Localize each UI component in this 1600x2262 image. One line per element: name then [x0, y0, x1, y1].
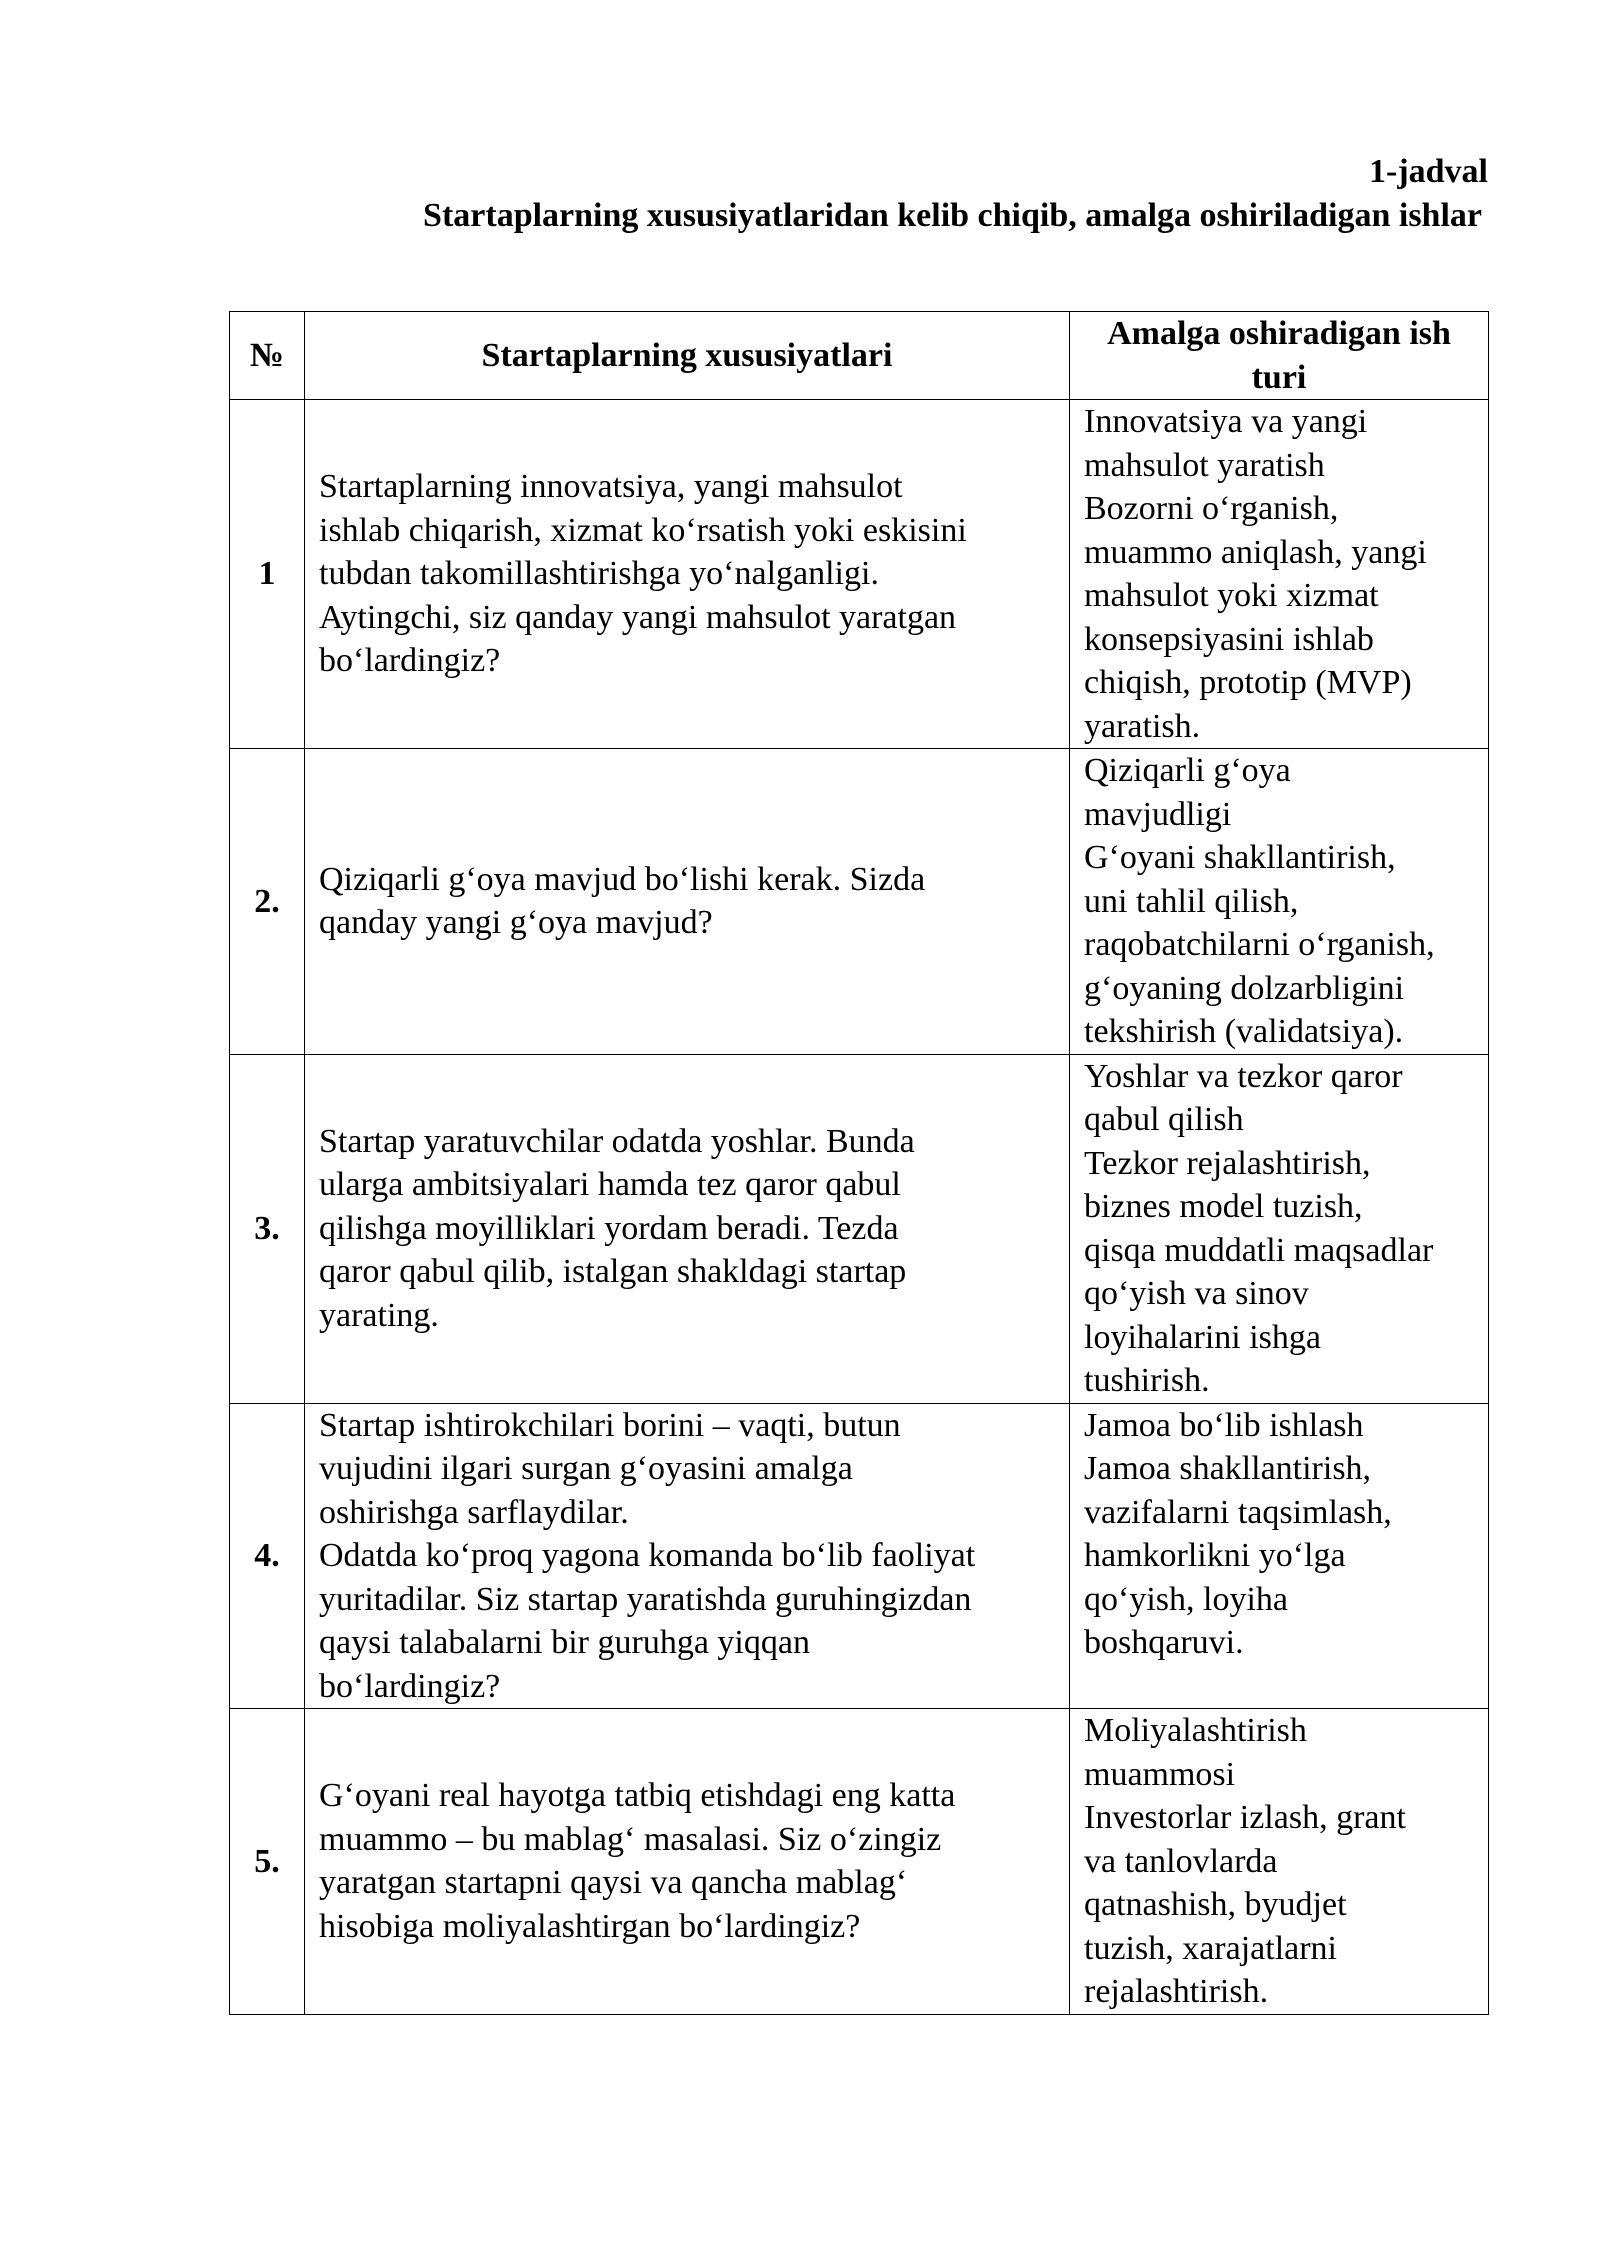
features-line: tubdan takomillashtirishga yoʻnalganligi.	[319, 555, 879, 593]
work-line: muammo aniqlash, yangi	[1084, 533, 1427, 571]
work-line: konsepsiyasini ishlab	[1084, 620, 1374, 658]
work-line: Bozorni oʻrganish,	[1084, 490, 1339, 527]
features-line: boʻlardingiz?	[319, 1667, 501, 1705]
features-line: qaysi talabalarni bir guruhga yiqqan	[319, 1624, 810, 1661]
work-line: gʻoyaning dolzarbligini	[1084, 969, 1405, 1007]
work-line: chiqish, prototip (MVP)	[1084, 664, 1412, 701]
row-number: 1	[230, 400, 305, 749]
work-line: uni tahlil qilish,	[1084, 882, 1299, 920]
work-line: tekshirish (validatsiya).	[1084, 1013, 1404, 1050]
work-line: Qiziqarli gʻoya	[1084, 752, 1291, 789]
features-line: Startaplarning innovatsiya, yangi mahsulot	[319, 468, 903, 506]
work-line: vazifalarni taqsimlash,	[1084, 1493, 1392, 1531]
work-line: qisqa muddatli maqsadlar	[1084, 1231, 1434, 1269]
features-line: qilishga moyilliklari yordam beradi. Tezda	[319, 1209, 899, 1247]
startup-features-table	[229, 311, 1489, 2015]
row-number: 3.	[230, 1054, 305, 1403]
features-line: Startap ishtirokchilari borini – vaqti, butun	[319, 1406, 901, 1444]
work-line: mahsulot yoki xizmat	[1084, 577, 1379, 614]
work-line: raqobatchilarni oʻrganish,	[1084, 926, 1435, 963]
work-line: tushirish.	[1084, 1362, 1210, 1399]
work-line: Moliyalashtirish	[1084, 1712, 1307, 1749]
features-line: ishlab chiqarish, xizmat koʻrsatish yoki eskisini	[319, 511, 967, 549]
features-line: Odatda koʻproq yagona komanda boʻlib faoliyat	[319, 1537, 976, 1574]
features-line: Qiziqarli gʻoya mavjud boʻlishi kerak. Sizda	[319, 860, 926, 898]
row-features	[305, 1709, 1070, 2015]
work-line: qoʻyish, loyiha	[1084, 1580, 1288, 1618]
work-line: rejalashtirish.	[1084, 1973, 1269, 2010]
row-number: 2.	[230, 749, 305, 1055]
work-line: Jamoa boʻlib ishlash	[1084, 1406, 1364, 1444]
features-line: yuritadilar. Siz startap yaratishda guruhingizdan	[319, 1580, 972, 1618]
row-work	[1070, 1054, 1489, 1403]
work-line: qatnashish, byudjet	[1084, 1886, 1347, 1923]
work-line: Yoshlar va tezkor qaror	[1084, 1057, 1403, 1095]
work-line: qoʻyish va sinov	[1084, 1275, 1309, 1312]
row-features	[305, 749, 1070, 1055]
table-row	[230, 1709, 1489, 2015]
work-line: Investorlar izlash, grant	[1084, 1799, 1406, 1836]
row-work	[1070, 749, 1489, 1055]
row-features	[305, 400, 1070, 749]
work-line: Jamoa shakllantirish,	[1084, 1450, 1372, 1487]
features-line: muammo – bu mablagʻ masalasi. Siz oʻzingiz	[319, 1820, 942, 1858]
table-row	[230, 400, 1489, 749]
work-line: qabul qilish	[1084, 1101, 1244, 1138]
header-work-line: Amalga oshiradigan ish	[1107, 315, 1451, 352]
header-features: Startaplarning xususiyatlari	[305, 312, 1070, 400]
row-features	[305, 1403, 1070, 1709]
work-line: va tanlovlarda	[1084, 1842, 1278, 1880]
work-line: muammosi	[1084, 1755, 1236, 1793]
table-header-row	[230, 312, 1489, 400]
work-line: yaratish.	[1084, 707, 1201, 745]
row-work	[1070, 1709, 1489, 2015]
features-line: boʻlardingiz?	[319, 642, 501, 680]
features-line: qaror qabul qilib, istalgan shakldagi startap	[319, 1253, 907, 1291]
table-row	[230, 1403, 1489, 1709]
header-work	[1070, 312, 1489, 400]
row-number: 5.	[230, 1709, 305, 2015]
table-row	[230, 1054, 1489, 1403]
work-line: Innovatsiya va yangi	[1084, 403, 1368, 440]
features-line: Aytingchi, siz qanday yangi mahsulot yaratgan	[319, 598, 957, 636]
work-line: Tezkor rejalashtirish,	[1084, 1144, 1371, 1182]
work-line: mavjudligi	[1084, 795, 1232, 833]
row-features	[305, 1054, 1070, 1403]
work-line: boshqaruvi.	[1084, 1624, 1244, 1661]
work-line: loyihalarini ishga	[1084, 1318, 1322, 1356]
row-work	[1070, 400, 1489, 749]
features-line: oshirishga sarflaydilar.	[319, 1493, 629, 1531]
header-number: №	[230, 312, 305, 400]
work-line: Gʻoyani shakllantirish,	[1084, 839, 1396, 876]
work-line: biznes model tuzish,	[1084, 1188, 1363, 1225]
table-title: Startaplarning xususiyatlaridan kelib chiqib, amalga oshiriladigan ishlar	[423, 197, 1482, 234]
row-number: 4.	[230, 1403, 305, 1709]
work-line: mahsulot yaratish	[1084, 446, 1325, 484]
features-line: Startap yaratuvchilar odatda yoshlar. Bunda	[319, 1122, 915, 1160]
features-line: ularga ambitsiyalari hamda tez qaror qabul	[319, 1166, 901, 1204]
row-work	[1070, 1403, 1489, 1709]
features-line: vujudini ilgari surgan gʻoyasini amalga	[319, 1450, 853, 1487]
work-line: tuzish, xarajatlarni	[1084, 1929, 1338, 1967]
header-work-line: turi	[1251, 358, 1307, 396]
work-line: hamkorlikni yoʻlga	[1084, 1537, 1346, 1574]
features-line: Gʻoyani real hayotga tatbiq etishdagi eng katta	[319, 1777, 956, 1815]
table-row	[230, 749, 1489, 1055]
features-line: yaratgan startapni qaysi va qancha mablagʻ	[319, 1864, 908, 1902]
features-line: hisobiga moliyalashtirgan boʻlardingiz?	[319, 1907, 861, 1945]
table-number: 1-jadval	[1369, 153, 1488, 190]
features-line: yarating.	[319, 1296, 439, 1334]
features-line: qanday yangi gʻoya mavjud?	[319, 904, 713, 942]
